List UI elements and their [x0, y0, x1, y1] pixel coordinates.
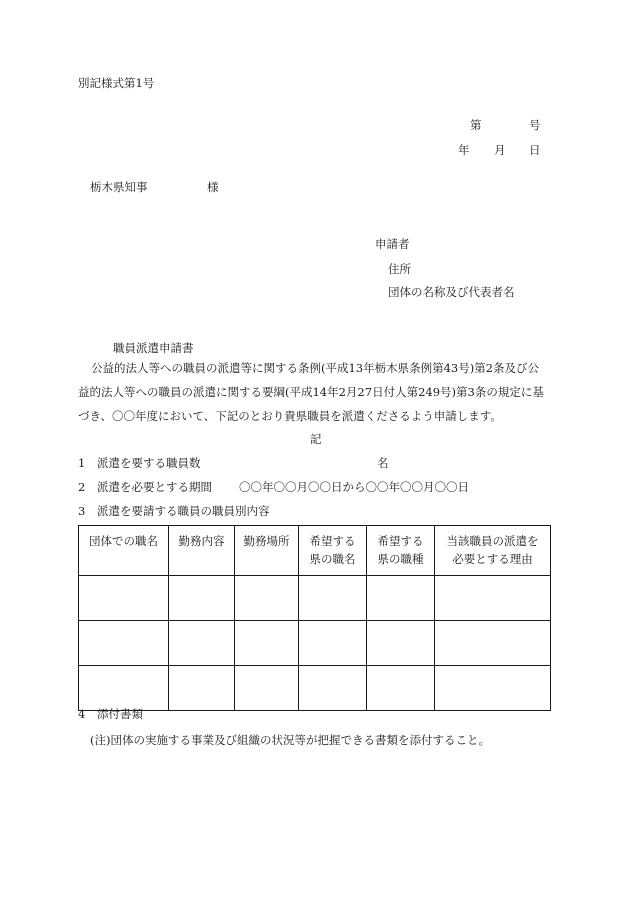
item2-number: 2	[78, 480, 86, 494]
item2-label: 派遣を必要とする期間	[97, 480, 212, 494]
table-cell	[299, 666, 367, 711]
table-cell	[435, 666, 551, 711]
table-row	[79, 576, 551, 621]
table-cell	[169, 576, 235, 621]
table-header-row	[79, 526, 551, 576]
body-line: づき、〇〇年度において、下記のとおり貴県職員を派遣くださるよう申請します。	[78, 409, 502, 423]
item3-number: 3	[78, 504, 86, 518]
table-cell	[235, 576, 299, 621]
ki-heading: 記	[310, 432, 322, 446]
item1-unit: 名	[377, 456, 389, 470]
body-paragraph	[78, 356, 556, 428]
table-header-cell: 希望する 県の職名	[299, 526, 367, 576]
table-cell	[169, 621, 235, 666]
addressee-honorific: 様	[207, 180, 219, 194]
applicant-org-label: 団体の名称及び代表者名	[388, 285, 515, 299]
footnote: (注)団体の実施する事業及び組織の状況等が把握できる書類を添付すること。	[90, 733, 490, 747]
item1-label: 派遣を要する職員数	[97, 456, 201, 470]
table-header-cell: 団体での職名	[79, 526, 169, 576]
date-day-label: 日	[529, 143, 541, 157]
table-cell	[169, 666, 235, 711]
addressee-name: 栃木県知事	[90, 180, 148, 194]
item4-label: 添付書類	[97, 707, 143, 721]
table-cell	[367, 621, 435, 666]
table-header-cell: 当該職員の派遣を 必要とする理由	[435, 526, 551, 576]
table-row	[79, 621, 551, 666]
table-cell	[367, 576, 435, 621]
item3-label: 派遣を要請する職員の職員別内容	[97, 504, 270, 518]
document-title: 職員派遣申請書	[113, 341, 194, 355]
item4-number: 4	[78, 707, 86, 721]
table-cell	[299, 621, 367, 666]
number-go-label: 号	[529, 118, 541, 132]
table-cell	[79, 576, 169, 621]
form-id: 別記様式第1号	[78, 76, 155, 90]
table-cell	[367, 666, 435, 711]
date-month-label: 月	[494, 143, 506, 157]
table-cell	[435, 621, 551, 666]
table-cell	[435, 576, 551, 621]
table-cell	[235, 621, 299, 666]
table-cell	[299, 576, 367, 621]
body-line: 益的法人等への職員の派遣に関する要綱(平成14年2月27日付人第249号)第3条の規定に基	[78, 385, 544, 399]
table-header-cell: 勤務内容	[169, 526, 235, 576]
body-line: 公益的法人等への職員の派遣等に関する条例(平成13年栃木県条例第43号)第2条及び公	[91, 361, 540, 375]
table-cell	[235, 666, 299, 711]
item2-period-value: 〇〇年〇〇月〇〇日から〇〇年〇〇月〇〇日	[239, 480, 469, 494]
table-cell	[79, 621, 169, 666]
date-year-label: 年	[458, 143, 470, 157]
item1-number: 1	[78, 456, 86, 470]
number-dai-label: 第	[470, 118, 482, 132]
table-header-cell: 勤務場所	[235, 526, 299, 576]
table-row	[79, 666, 551, 711]
staff-details-table	[78, 525, 551, 711]
applicant-address-label: 住所	[388, 262, 411, 276]
table-header-cell: 希望する 県の職種	[367, 526, 435, 576]
table-cell	[79, 666, 169, 711]
applicant-heading: 申請者	[375, 237, 410, 251]
